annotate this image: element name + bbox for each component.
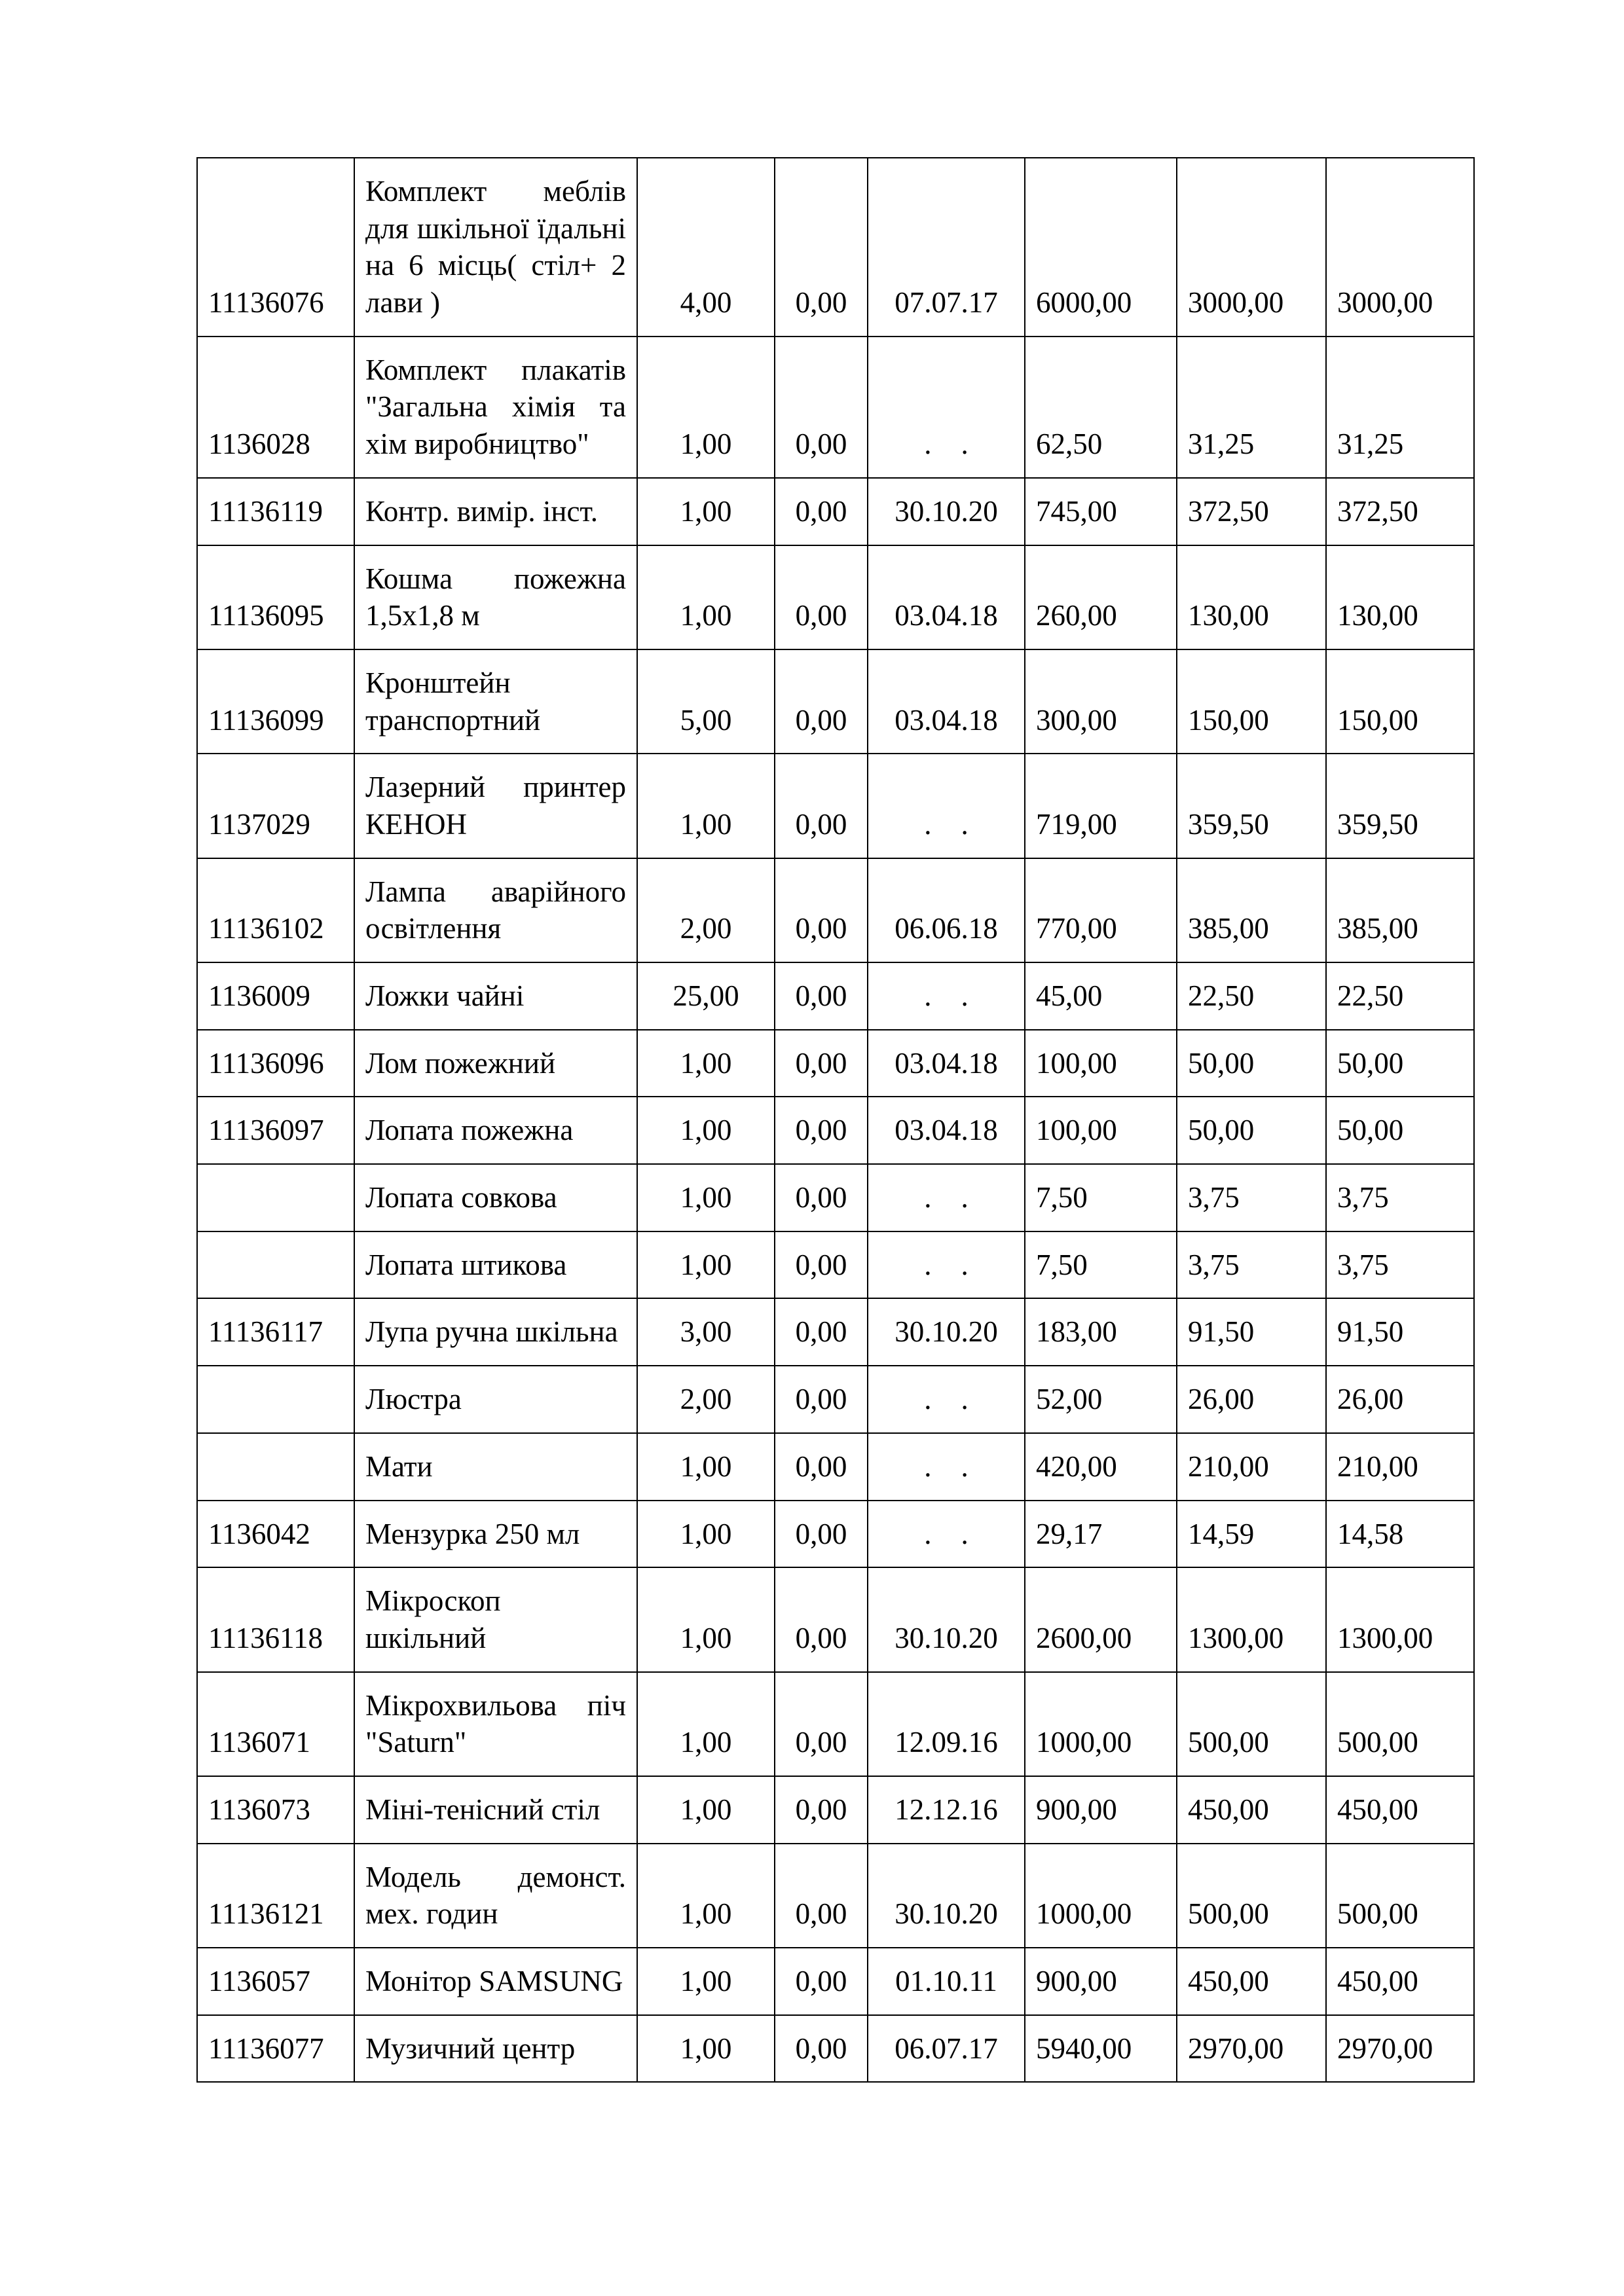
item-name-cell: Контр. вимір. інст. <box>354 478 637 545</box>
date-cell: 30.10.20 <box>868 1298 1025 1366</box>
initial-cost-cell: 260,00 <box>1025 545 1177 649</box>
quantity-cell: 1,00 <box>637 1097 775 1164</box>
table-row <box>197 1567 1474 1671</box>
item-name-cell: Кошма пожежна 1,5х1,8 м <box>354 545 637 649</box>
zero-value-cell: 0,00 <box>775 1844 868 1948</box>
item-name-cell: Мікрохвильова піч "Saturn" <box>354 1672 637 1776</box>
date-cell: . . <box>868 754 1025 858</box>
item-name-cell: Мензурка 250 мл <box>354 1501 637 1568</box>
table-row <box>197 1097 1474 1164</box>
quantity-cell: 3,00 <box>637 1298 775 1366</box>
initial-cost-cell: 719,00 <box>1025 754 1177 858</box>
date-cell: 30.10.20 <box>868 478 1025 545</box>
quantity-cell: 1,00 <box>637 1501 775 1568</box>
date-cell: 12.09.16 <box>868 1672 1025 1776</box>
wear-amount-cell: 50,00 <box>1177 1097 1326 1164</box>
inventory-number-cell: 11136077 <box>197 2015 354 2083</box>
zero-value-cell: 0,00 <box>775 1672 868 1776</box>
inventory-number-cell: 11136119 <box>197 478 354 545</box>
residual-amount-cell: 359,50 <box>1326 754 1474 858</box>
table-row <box>197 478 1474 545</box>
wear-amount-cell: 50,00 <box>1177 1030 1326 1097</box>
zero-value-cell: 0,00 <box>775 1776 868 1844</box>
inventory-number-cell: 1136009 <box>197 962 354 1030</box>
zero-value-cell: 0,00 <box>775 1030 868 1097</box>
item-name-cell: Лопата штикова <box>354 1231 637 1299</box>
zero-value-cell: 0,00 <box>775 1948 868 2015</box>
inventory-number-cell: 1136071 <box>197 1672 354 1776</box>
date-cell: . . <box>868 1433 1025 1501</box>
initial-cost-cell: 900,00 <box>1025 1948 1177 2015</box>
quantity-cell: 1,00 <box>637 478 775 545</box>
quantity-cell: 1,00 <box>637 1231 775 1299</box>
table-row <box>197 2015 1474 2083</box>
zero-value-cell: 0,00 <box>775 1231 868 1299</box>
zero-value-cell: 0,00 <box>775 1097 868 1164</box>
wear-amount-cell: 2970,00 <box>1177 2015 1326 2083</box>
quantity-cell: 1,00 <box>637 1433 775 1501</box>
inventory-number-cell: 11136102 <box>197 858 354 962</box>
inventory-number-cell: 1136057 <box>197 1948 354 2015</box>
inventory-number-cell <box>197 1164 354 1231</box>
initial-cost-cell: 745,00 <box>1025 478 1177 545</box>
date-cell: 07.07.17 <box>868 158 1025 337</box>
quantity-cell: 2,00 <box>637 1366 775 1433</box>
inventory-number-cell: 1136042 <box>197 1501 354 1568</box>
inventory-number-cell: 11136096 <box>197 1030 354 1097</box>
quantity-cell: 1,00 <box>637 1164 775 1231</box>
initial-cost-cell: 2600,00 <box>1025 1567 1177 1671</box>
residual-amount-cell: 22,50 <box>1326 962 1474 1030</box>
item-name-cell: Комплект меблів для шкільної їдальні на 6 місць( стіл+ 2 лави ) <box>354 158 637 337</box>
inventory-number-cell <box>197 1231 354 1299</box>
zero-value-cell: 0,00 <box>775 545 868 649</box>
initial-cost-cell: 52,00 <box>1025 1366 1177 1433</box>
date-cell: 12.12.16 <box>868 1776 1025 1844</box>
quantity-cell: 2,00 <box>637 858 775 962</box>
quantity-cell: 1,00 <box>637 2015 775 2083</box>
date-cell: 03.04.18 <box>868 545 1025 649</box>
zero-value-cell: 0,00 <box>775 2015 868 2083</box>
quantity-cell: 1,00 <box>637 1672 775 1776</box>
table-row <box>197 1433 1474 1501</box>
item-name-cell: Лопата совкова <box>354 1164 637 1231</box>
wear-amount-cell: 91,50 <box>1177 1298 1326 1366</box>
initial-cost-cell: 100,00 <box>1025 1097 1177 1164</box>
date-cell: . . <box>868 962 1025 1030</box>
item-name-cell: Лупа ручна шкільна <box>354 1298 637 1366</box>
table-row <box>197 1231 1474 1299</box>
quantity-cell: 1,00 <box>637 1948 775 2015</box>
inventory-number-cell: 11136118 <box>197 1567 354 1671</box>
inventory-number-cell: 11136099 <box>197 649 354 754</box>
initial-cost-cell: 62,50 <box>1025 337 1177 478</box>
zero-value-cell: 0,00 <box>775 1501 868 1568</box>
residual-amount-cell: 91,50 <box>1326 1298 1474 1366</box>
initial-cost-cell: 1000,00 <box>1025 1672 1177 1776</box>
wear-amount-cell: 500,00 <box>1177 1844 1326 1948</box>
wear-amount-cell: 26,00 <box>1177 1366 1326 1433</box>
quantity-cell: 1,00 <box>637 754 775 858</box>
initial-cost-cell: 1000,00 <box>1025 1844 1177 1948</box>
inventory-number-cell: 1136028 <box>197 337 354 478</box>
table-row <box>197 1366 1474 1433</box>
wear-amount-cell: 3000,00 <box>1177 158 1326 337</box>
residual-amount-cell: 26,00 <box>1326 1366 1474 1433</box>
residual-amount-cell: 210,00 <box>1326 1433 1474 1501</box>
quantity-cell: 1,00 <box>637 1030 775 1097</box>
initial-cost-cell: 6000,00 <box>1025 158 1177 337</box>
date-cell: . . <box>868 1231 1025 1299</box>
inventory-number-cell: 1136073 <box>197 1776 354 1844</box>
item-name-cell: Міні-тенісний стіл <box>354 1776 637 1844</box>
table-row <box>197 545 1474 649</box>
initial-cost-cell: 770,00 <box>1025 858 1177 962</box>
residual-amount-cell: 3,75 <box>1326 1164 1474 1231</box>
initial-cost-cell: 7,50 <box>1025 1231 1177 1299</box>
date-cell: 03.04.18 <box>868 1097 1025 1164</box>
inventory-number-cell: 11136097 <box>197 1097 354 1164</box>
item-name-cell: Музичний центр <box>354 2015 637 2083</box>
table-row <box>197 1672 1474 1776</box>
item-name-cell: Лопата пожежна <box>354 1097 637 1164</box>
quantity-cell: 1,00 <box>637 337 775 478</box>
date-cell: . . <box>868 1164 1025 1231</box>
zero-value-cell: 0,00 <box>775 1567 868 1671</box>
initial-cost-cell: 900,00 <box>1025 1776 1177 1844</box>
wear-amount-cell: 1300,00 <box>1177 1567 1326 1671</box>
table-row <box>197 754 1474 858</box>
inventory-number-cell: 1137029 <box>197 754 354 858</box>
initial-cost-cell: 29,17 <box>1025 1501 1177 1568</box>
wear-amount-cell: 22,50 <box>1177 962 1326 1030</box>
table-row <box>197 1844 1474 1948</box>
inventory-number-cell <box>197 1433 354 1501</box>
wear-amount-cell: 450,00 <box>1177 1776 1326 1844</box>
item-name-cell: Мати <box>354 1433 637 1501</box>
date-cell: 03.04.18 <box>868 649 1025 754</box>
residual-amount-cell: 3,75 <box>1326 1231 1474 1299</box>
initial-cost-cell: 5940,00 <box>1025 2015 1177 2083</box>
item-name-cell: Люстра <box>354 1366 637 1433</box>
zero-value-cell: 0,00 <box>775 1298 868 1366</box>
zero-value-cell: 0,00 <box>775 1164 868 1231</box>
inventory-number-cell: 11136076 <box>197 158 354 337</box>
wear-amount-cell: 500,00 <box>1177 1672 1326 1776</box>
inventory-number-cell: 11136095 <box>197 545 354 649</box>
residual-amount-cell: 31,25 <box>1326 337 1474 478</box>
zero-value-cell: 0,00 <box>775 1366 868 1433</box>
residual-amount-cell: 450,00 <box>1326 1948 1474 2015</box>
quantity-cell: 4,00 <box>637 158 775 337</box>
inventory-number-cell: 11136121 <box>197 1844 354 1948</box>
quantity-cell: 1,00 <box>637 1567 775 1671</box>
residual-amount-cell: 130,00 <box>1326 545 1474 649</box>
wear-amount-cell: 31,25 <box>1177 337 1326 478</box>
table-row <box>197 1030 1474 1097</box>
wear-amount-cell: 385,00 <box>1177 858 1326 962</box>
residual-amount-cell: 2970,00 <box>1326 2015 1474 2083</box>
residual-amount-cell: 3000,00 <box>1326 158 1474 337</box>
table-row <box>197 337 1474 478</box>
wear-amount-cell: 3,75 <box>1177 1231 1326 1299</box>
item-name-cell: Ложки чайні <box>354 962 637 1030</box>
quantity-cell: 1,00 <box>637 1844 775 1948</box>
inventory-table <box>196 157 1475 2083</box>
quantity-cell: 5,00 <box>637 649 775 754</box>
table-row <box>197 158 1474 337</box>
item-name-cell: Лом пожежний <box>354 1030 637 1097</box>
table-row <box>197 962 1474 1030</box>
quantity-cell: 1,00 <box>637 1776 775 1844</box>
item-name-cell: Комплект плакатів "Загальна хімія та хім виробництво" <box>354 337 637 478</box>
wear-amount-cell: 359,50 <box>1177 754 1326 858</box>
item-name-cell: Монітор SAMSUNG <box>354 1948 637 2015</box>
zero-value-cell: 0,00 <box>775 1433 868 1501</box>
inventory-number-cell <box>197 1366 354 1433</box>
table-row <box>197 1501 1474 1568</box>
date-cell: . . <box>868 337 1025 478</box>
residual-amount-cell: 1300,00 <box>1326 1567 1474 1671</box>
residual-amount-cell: 500,00 <box>1326 1844 1474 1948</box>
table-row <box>197 649 1474 754</box>
residual-amount-cell: 500,00 <box>1326 1672 1474 1776</box>
residual-amount-cell: 150,00 <box>1326 649 1474 754</box>
residual-amount-cell: 385,00 <box>1326 858 1474 962</box>
zero-value-cell: 0,00 <box>775 754 868 858</box>
date-cell: 06.06.18 <box>868 858 1025 962</box>
residual-amount-cell: 50,00 <box>1326 1030 1474 1097</box>
initial-cost-cell: 300,00 <box>1025 649 1177 754</box>
initial-cost-cell: 420,00 <box>1025 1433 1177 1501</box>
table-row <box>197 1164 1474 1231</box>
residual-amount-cell: 450,00 <box>1326 1776 1474 1844</box>
date-cell: 30.10.20 <box>868 1567 1025 1671</box>
initial-cost-cell: 45,00 <box>1025 962 1177 1030</box>
table-row <box>197 1298 1474 1366</box>
wear-amount-cell: 150,00 <box>1177 649 1326 754</box>
date-cell: 03.04.18 <box>868 1030 1025 1097</box>
table-row <box>197 1776 1474 1844</box>
date-cell: . . <box>868 1366 1025 1433</box>
quantity-cell: 25,00 <box>637 962 775 1030</box>
zero-value-cell: 0,00 <box>775 649 868 754</box>
item-name-cell: Лампа аварійного освітлення <box>354 858 637 962</box>
wear-amount-cell: 14,59 <box>1177 1501 1326 1568</box>
table-row <box>197 858 1474 962</box>
wear-amount-cell: 3,75 <box>1177 1164 1326 1231</box>
initial-cost-cell: 183,00 <box>1025 1298 1177 1366</box>
inventory-table-body <box>197 158 1474 2082</box>
quantity-cell: 1,00 <box>637 545 775 649</box>
zero-value-cell: 0,00 <box>775 337 868 478</box>
item-name-cell: Лазерний принтер КЕНОН <box>354 754 637 858</box>
item-name-cell: Модель демонст. мех. годин <box>354 1844 637 1948</box>
wear-amount-cell: 450,00 <box>1177 1948 1326 2015</box>
zero-value-cell: 0,00 <box>775 962 868 1030</box>
initial-cost-cell: 7,50 <box>1025 1164 1177 1231</box>
date-cell: 01.10.11 <box>868 1948 1025 2015</box>
wear-amount-cell: 130,00 <box>1177 545 1326 649</box>
wear-amount-cell: 210,00 <box>1177 1433 1326 1501</box>
residual-amount-cell: 372,50 <box>1326 478 1474 545</box>
inventory-number-cell: 11136117 <box>197 1298 354 1366</box>
table-row <box>197 1948 1474 2015</box>
item-name-cell: Кронштейн транспортний <box>354 649 637 754</box>
initial-cost-cell: 100,00 <box>1025 1030 1177 1097</box>
zero-value-cell: 0,00 <box>775 478 868 545</box>
residual-amount-cell: 14,58 <box>1326 1501 1474 1568</box>
date-cell: 30.10.20 <box>868 1844 1025 1948</box>
residual-amount-cell: 50,00 <box>1326 1097 1474 1164</box>
date-cell: . . <box>868 1501 1025 1568</box>
date-cell: 06.07.17 <box>868 2015 1025 2083</box>
zero-value-cell: 0,00 <box>775 858 868 962</box>
item-name-cell: Мікроскоп шкільний <box>354 1567 637 1671</box>
zero-value-cell: 0,00 <box>775 158 868 337</box>
wear-amount-cell: 372,50 <box>1177 478 1326 545</box>
